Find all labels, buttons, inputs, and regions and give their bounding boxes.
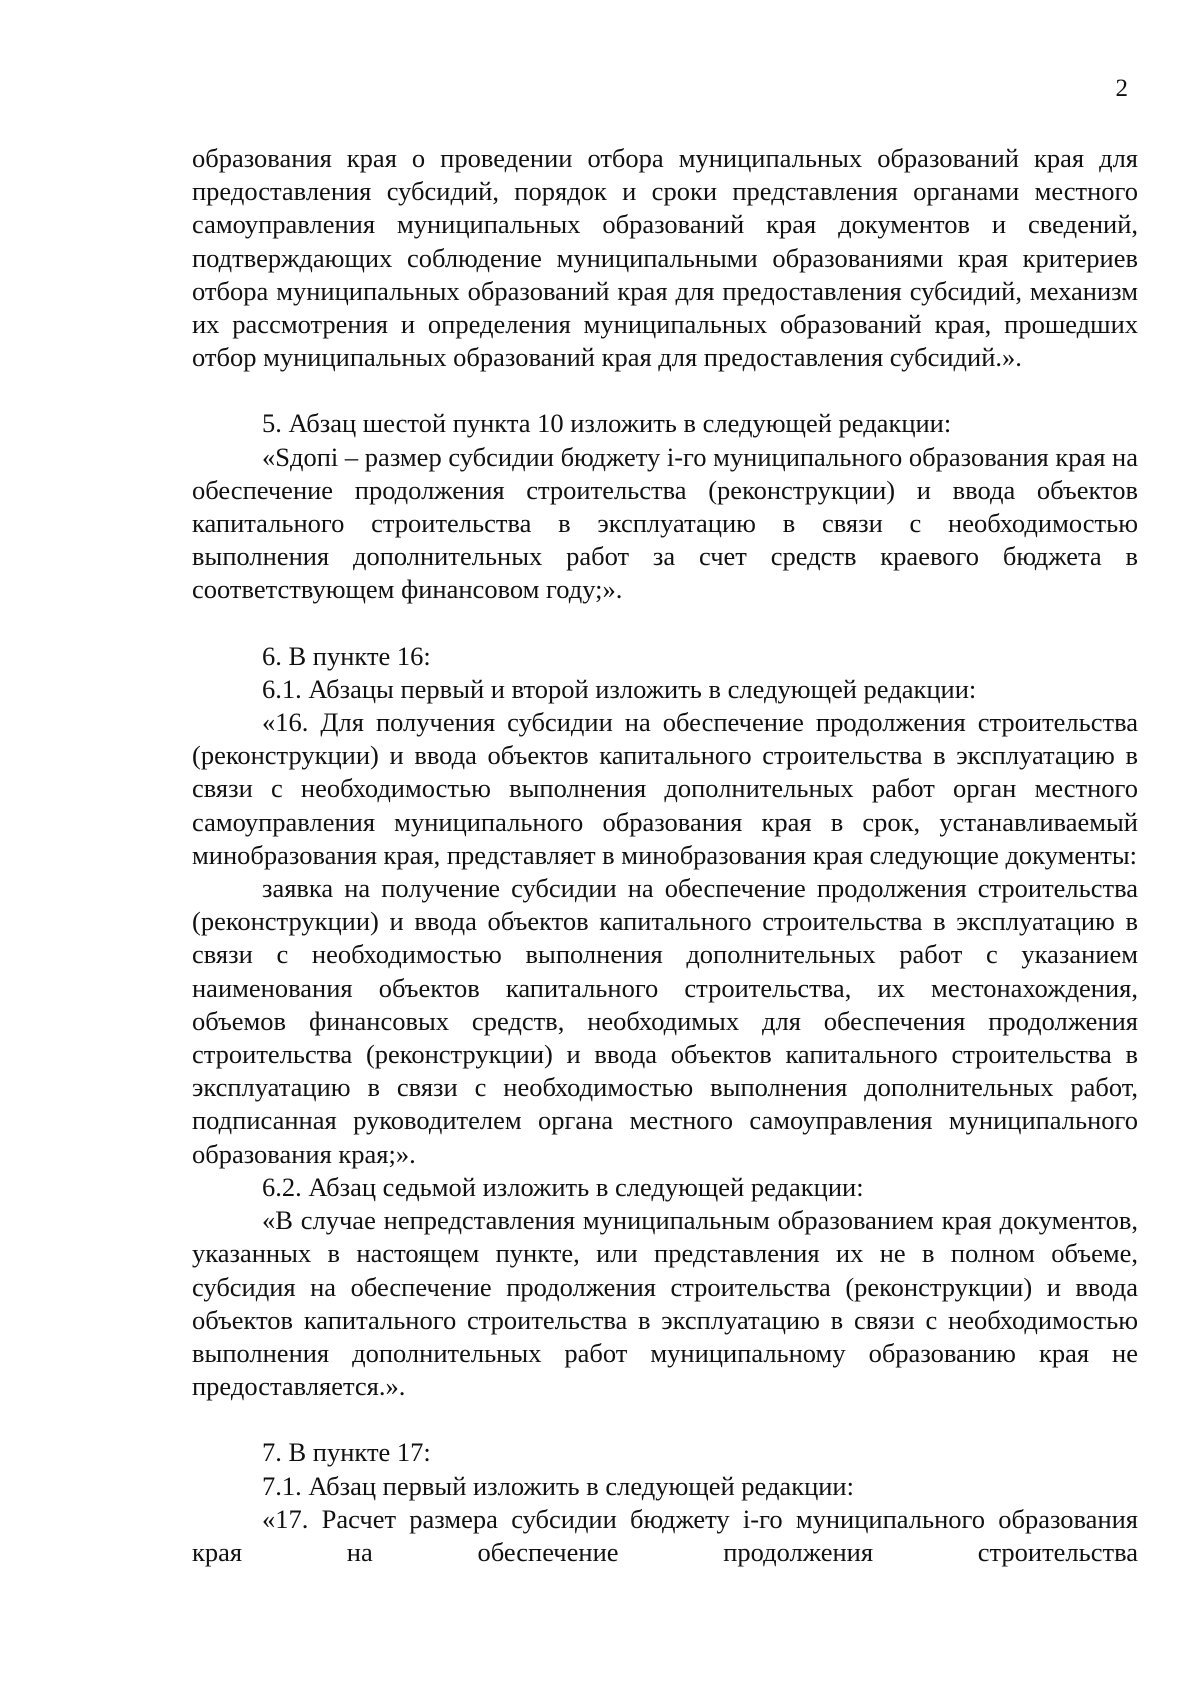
paragraph-application: заявка на получение субсидии на обеспечение продолжения строительства (реконструкции) и ввода объектов капитального строительства в эксплуатацию в связи с необходимостью выполнения дополнительных работ с указанием наименования объектов капитального строительства, их местонахождения, объемов финансовых средств, необходимых для обеспечения продолжения строительства (реконструкции) и ввода объектов капитального строительства в эксплуатацию в связи с необходимостью выполнения дополнительных работ, подписанная руководителем органа местного самоуправления муниципального образования края;». — [192, 873, 1138, 1169]
paragraph-item-5: 5. Абзац шестой пункта 10 изложить в следующей редакции: — [262, 408, 952, 439]
paragraph-continuation: образования края о проведении отбора муниципальных образований края для предоставления субсидий, порядок и сроки представления органами местного самоуправления муниципальных образований края документов и сведений, подтверждающих соблюдение муниципальными образованиями края критериев отбора муниципальных образований края для предоставления субсидий, механизм их рассмотрения и определения муниципальных образований края, прошедших отбор муниципальных образований края для предоставления субсидий.». — [192, 143, 1138, 373]
page-number: 2 — [1115, 75, 1128, 102]
paragraph-item-7: 7. В пункте 17: — [262, 1437, 431, 1468]
document-body — [192, 142, 1138, 1569]
paragraph-item-6: 6. В пункте 16: — [262, 640, 431, 671]
paragraph-point-16: «16. Для получения субсидии на обеспечение продолжения строительства (реконструкции) и ввода объектов капитального строительства в эксплуатацию в связи с необходимостью выполнения дополнительных работ орган местного самоуправления муниципального образования края в срок, устанавливаемый минобразования края, представляет в минобразования края следующие документы: — [192, 707, 1138, 870]
paragraph-non-submission: «В случае непредставления муниципальным образованием края документов, указанных в настоящем пункте, или представления их не в полном объеме, субсидия на обеспечение продолжения строительства (реконструкции) и ввода объектов капитального строительства в эксплуатацию в связи с необходимостью выполнения дополнительных работ муниципальному образованию края не предоставляется.». — [192, 1205, 1138, 1402]
paragraph-point-17: «17. Расчет размера субсидии бюджету i-го муниципального образования края на обеспечение продолжения строительства — [192, 1503, 1138, 1567]
paragraph-item-6-1: 6.1. Абзацы первый и второй изложить в следующей редакции: — [262, 673, 977, 704]
paragraph-item-7-1: 7.1. Абзац первый изложить в следующей редакции: — [262, 1470, 854, 1501]
paragraph-item-6-2: 6.2. Абзац седьмой изложить в следующей редакции: — [262, 1171, 864, 1202]
paragraph-sdop-definition: «Sдопi – размер субсидии бюджету i-го муниципального образования края на обеспечение продолжения строительства (реконструкции) и ввода объектов капитального строительства в эксплуатацию в связи с необходимостью выполнения дополнительных работ за счет средств краевого бюджета в соответствующем финансовом году;». — [192, 441, 1138, 605]
